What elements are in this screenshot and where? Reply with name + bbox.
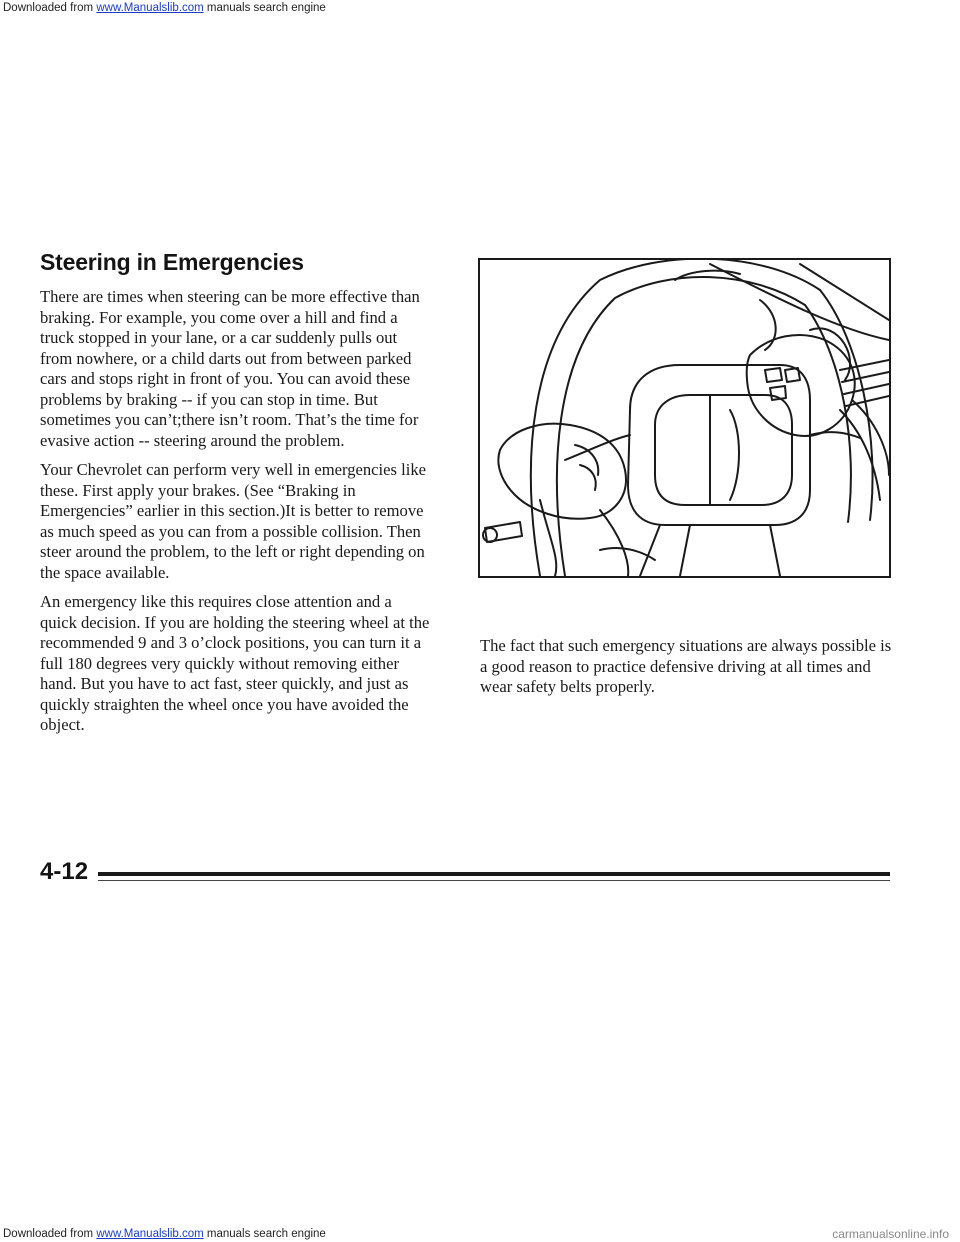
section-heading: Steering in Emergencies — [40, 249, 304, 275]
footer-rule — [98, 872, 890, 876]
banner-suffix: manuals search engine — [203, 2, 326, 14]
footer-rule-thin — [98, 880, 890, 881]
left-column — [40, 287, 432, 745]
manualslib-link[interactable]: www.Manualslib.com — [96, 2, 204, 14]
download-banner-bottom — [3, 1226, 953, 1242]
manualslib-link-bottom[interactable]: www.Manualslib.com — [96, 1228, 204, 1240]
banner-prefix-bottom: Downloaded from — [3, 1228, 97, 1240]
paragraph-chevrolet: Your Chevrolet can perform very well in emergencies like these. First apply your brakes. (See “Braking in Emergencies” earlier in this section.)It is better to remove as much speed as you can from a possible collision. Then steer around the problem, to the left or right depending on the space available. — [40, 460, 426, 582]
watermark: carmanualsonline.info — [832, 1227, 949, 1241]
paragraph-decision: An emergency like this requires close attention and a quick decision. If you are holding the steering wheel at the recommended 9 and 3 o’clock positions, you can turn it a full 180 degrees very quickly without removing either hand. But you have to act fast, steer quickly, and just as quickly straighten the wheel once you have avoided the object. — [40, 592, 430, 734]
steering-wheel-illustration — [478, 258, 891, 578]
paragraph-defensive-driving: The fact that such emergency situations are always possible is a good reason to practice defensive driving at all times and wear safety belts properly. — [480, 636, 892, 696]
right-column — [480, 636, 900, 698]
download-banner — [3, 0, 583, 20]
page-number: 4-12 — [40, 858, 89, 885]
banner-prefix: Downloaded from — [3, 2, 97, 14]
banner-suffix-bottom: manuals search engine — [203, 1228, 326, 1240]
paragraph-intro: There are times when steering can be more effective than braking. For example, you come over a hill and find a truck stopped in your lane, or a car suddenly pulls out from nowhere, or a child darts out from between parked cars and stops right in front of you. You can avoid these problems by braking -- if you can stop in time. But sometimes you can’t;there isn’t room. That’s the time for evasive action -- steering around the problem. — [40, 287, 420, 450]
